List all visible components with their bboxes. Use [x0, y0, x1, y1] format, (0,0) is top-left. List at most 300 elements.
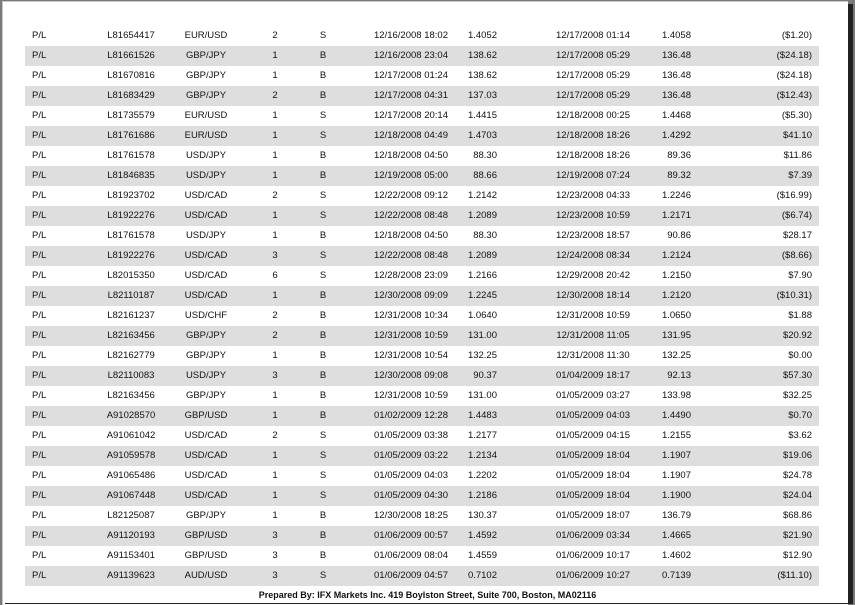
type-cell: P/L: [32, 170, 47, 181]
side-cell: B: [319, 550, 327, 561]
table-row: [25, 166, 819, 186]
open-price-cell: 1.2089: [467, 210, 497, 221]
currency-pair-cell: USD/CAD: [184, 450, 228, 461]
close-time-cell: 01/05/2009 18:04: [556, 450, 630, 461]
profit-loss-cell: $41.10: [782, 130, 812, 141]
open-time-cell: 12/31/2008 10:59: [374, 330, 448, 341]
open-time-cell: 12/31/2008 10:34: [374, 310, 448, 321]
currency-pair-cell: GBP/JPY: [185, 350, 227, 361]
close-price-cell: 1.2246: [661, 190, 691, 201]
ticket-cell: A91067448: [106, 490, 156, 501]
close-price-cell: 132.25: [661, 350, 691, 361]
currency-pair-cell: USD/CAD: [184, 290, 228, 301]
side-cell: B: [319, 90, 327, 101]
open-price-cell: 1.4559: [467, 550, 497, 561]
profit-loss-cell: $7.90: [788, 270, 812, 281]
side-cell: S: [319, 190, 327, 201]
type-cell: P/L: [32, 470, 47, 481]
table-row: [25, 26, 819, 46]
ticket-cell: L81923702: [107, 190, 155, 201]
profit-loss-cell: ($6.74): [781, 210, 812, 221]
ticket-cell: A91120193: [107, 530, 155, 541]
quantity-cell: 3: [272, 370, 278, 381]
open-time-cell: 12/31/2008 10:54: [374, 350, 448, 361]
report-footer: Prepared By: IFX Markets Inc. 419 Boylston Street, Suite 700, Boston, MA02116: [258, 590, 597, 600]
open-time-cell: 01/02/2009 12:28: [374, 410, 448, 421]
table-row: [25, 426, 819, 446]
type-cell: P/L: [32, 330, 47, 341]
quantity-cell: 1: [272, 510, 278, 521]
ticket-cell: A91061042: [106, 430, 156, 441]
open-time-cell: 12/31/2008 10:59: [374, 390, 448, 401]
close-price-cell: 131.95: [661, 330, 691, 341]
open-time-cell: 01/05/2009 04:30: [374, 490, 448, 501]
open-time-cell: 12/19/2008 05:00: [374, 170, 448, 181]
close-time-cell: 01/06/2009 10:17: [556, 550, 630, 561]
side-cell: B: [319, 510, 327, 521]
ticket-cell: L82162779: [107, 350, 155, 361]
currency-pair-cell: USD/CAD: [184, 490, 228, 501]
page-shadow-right: [848, 4, 853, 604]
profit-loss-cell: ($1.20): [781, 30, 812, 41]
currency-pair-cell: GBP/JPY: [185, 390, 227, 401]
profit-loss-cell: $20.92: [782, 330, 812, 341]
open-time-cell: 01/05/2009 03:38: [374, 430, 448, 441]
ticket-cell: L81735579: [107, 110, 155, 121]
open-price-cell: 130.37: [467, 510, 497, 521]
quantity-cell: 3: [272, 250, 278, 261]
close-time-cell: 12/24/2008 08:34: [556, 250, 630, 261]
quantity-cell: 1: [272, 350, 278, 361]
currency-pair-cell: USD/CAD: [184, 270, 228, 281]
type-cell: P/L: [32, 210, 47, 221]
close-time-cell: 12/23/2008 18:57: [556, 230, 630, 241]
table-row: [25, 186, 819, 206]
table-row: [25, 286, 819, 306]
quantity-cell: 1: [272, 410, 278, 421]
quantity-cell: 2: [272, 330, 278, 341]
close-price-cell: 1.1900: [661, 490, 691, 501]
trade-table: [25, 26, 819, 586]
open-time-cell: 12/17/2008 20:14: [374, 110, 448, 121]
quantity-cell: 1: [272, 490, 278, 501]
type-cell: P/L: [32, 230, 47, 241]
ticket-cell: L82110083: [107, 370, 155, 381]
type-cell: P/L: [32, 310, 47, 321]
type-cell: P/L: [32, 30, 47, 41]
quantity-cell: 3: [272, 550, 278, 561]
ticket-cell: A91028570: [106, 410, 156, 421]
table-row: [25, 566, 819, 586]
type-cell: P/L: [32, 290, 47, 301]
close-time-cell: 12/18/2008 18:26: [556, 150, 630, 161]
currency-pair-cell: AUD/USD: [184, 570, 228, 581]
quantity-cell: 2: [272, 190, 278, 201]
ticket-cell: A91059578: [106, 450, 156, 461]
close-price-cell: 1.2124: [661, 250, 691, 261]
close-time-cell: 12/29/2008 20:42: [556, 270, 630, 281]
profit-loss-cell: $1.88: [788, 310, 812, 321]
close-time-cell: 12/19/2008 07:24: [556, 170, 630, 181]
table-row: [25, 226, 819, 246]
open-price-cell: 132.25: [467, 350, 497, 361]
close-time-cell: 01/06/2009 03:34: [556, 530, 630, 541]
table-row: [25, 106, 819, 126]
quantity-cell: 2: [272, 430, 278, 441]
currency-pair-cell: USD/CAD: [184, 430, 228, 441]
side-cell: B: [319, 410, 327, 421]
open-price-cell: 88.30: [473, 150, 497, 161]
type-cell: P/L: [32, 410, 47, 421]
side-cell: B: [319, 50, 327, 61]
table-row: [25, 206, 819, 226]
table-row: [25, 346, 819, 366]
open-price-cell: 131.00: [467, 390, 497, 401]
close-time-cell: 01/05/2009 18:04: [556, 490, 630, 501]
close-price-cell: 1.2171: [661, 210, 691, 221]
quantity-cell: 1: [272, 230, 278, 241]
ticket-cell: L81654417: [107, 30, 155, 41]
close-price-cell: 1.4292: [661, 130, 691, 141]
quantity-cell: 1: [272, 170, 278, 181]
currency-pair-cell: USD/CAD: [184, 250, 228, 261]
table-row: [25, 526, 819, 546]
open-time-cell: 01/05/2009 04:03: [374, 470, 448, 481]
open-price-cell: 88.30: [473, 230, 497, 241]
quantity-cell: 1: [272, 130, 278, 141]
profit-loss-cell: $0.70: [788, 410, 812, 421]
ticket-cell: L81683429: [107, 90, 155, 101]
close-price-cell: 89.36: [667, 150, 691, 161]
quantity-cell: 1: [272, 70, 278, 81]
currency-pair-cell: GBP/USD: [184, 530, 228, 541]
ticket-cell: L82163456: [107, 330, 155, 341]
close-time-cell: 01/05/2009 18:07: [556, 510, 630, 521]
close-time-cell: 12/30/2008 18:14: [556, 290, 630, 301]
table-row: [25, 366, 819, 386]
close-time-cell: 01/05/2009 04:15: [556, 430, 630, 441]
currency-pair-cell: GBP/JPY: [185, 90, 227, 101]
quantity-cell: 1: [272, 390, 278, 401]
open-price-cell: 1.2177: [467, 430, 497, 441]
table-row: [25, 126, 819, 146]
currency-pair-cell: GBP/USD: [184, 550, 228, 561]
ticket-cell: A91153401: [107, 550, 155, 561]
open-time-cell: 01/06/2009 08:04: [374, 550, 448, 561]
close-time-cell: 12/23/2008 10:59: [556, 210, 630, 221]
currency-pair-cell: GBP/USD: [184, 410, 228, 421]
open-price-cell: 1.4052: [467, 30, 497, 41]
profit-loss-cell: ($12.43): [776, 90, 812, 101]
side-cell: B: [319, 150, 327, 161]
profit-loss-cell: ($10.31): [776, 290, 812, 301]
open-price-cell: 1.4703: [467, 130, 497, 141]
close-time-cell: 01/05/2009 18:04: [556, 470, 630, 481]
side-cell: S: [319, 270, 327, 281]
type-cell: P/L: [32, 490, 47, 501]
open-price-cell: 1.2202: [467, 470, 497, 481]
quantity-cell: 1: [272, 290, 278, 301]
quantity-cell: 2: [272, 310, 278, 321]
table-row: [25, 306, 819, 326]
ticket-cell: L81670816: [107, 70, 155, 81]
currency-pair-cell: USD/JPY: [185, 230, 227, 241]
close-time-cell: 12/31/2008 11:05: [556, 330, 630, 341]
currency-pair-cell: GBP/JPY: [185, 510, 227, 521]
ticket-cell: L81761578: [107, 150, 155, 161]
table-row: [25, 266, 819, 286]
close-price-cell: 1.2120: [661, 290, 691, 301]
close-price-cell: 136.79: [661, 510, 691, 521]
close-price-cell: 1.1907: [661, 470, 691, 481]
type-cell: P/L: [32, 250, 47, 261]
profit-loss-cell: $11.86: [783, 150, 812, 161]
side-cell: B: [319, 230, 327, 241]
side-cell: S: [319, 250, 327, 261]
type-cell: P/L: [32, 430, 47, 441]
open-price-cell: 1.4415: [467, 110, 497, 121]
close-price-cell: 1.4058: [661, 30, 691, 41]
open-time-cell: 01/06/2009 04:57: [374, 570, 448, 581]
quantity-cell: 1: [272, 450, 278, 461]
close-time-cell: 01/06/2009 10:27: [556, 570, 630, 581]
close-price-cell: 92.13: [667, 370, 691, 381]
close-price-cell: 136.48: [661, 50, 691, 61]
open-price-cell: 1.0640: [467, 310, 497, 321]
profit-loss-cell: $0.00: [788, 350, 812, 361]
ticket-cell: A91139623: [107, 570, 155, 581]
side-cell: B: [319, 70, 327, 81]
profit-loss-cell: $12.90: [782, 550, 812, 561]
quantity-cell: 2: [272, 30, 278, 41]
currency-pair-cell: USD/JPY: [185, 170, 227, 181]
currency-pair-cell: USD/JPY: [185, 150, 227, 161]
quantity-cell: 3: [272, 570, 278, 581]
table-row: [25, 46, 819, 66]
side-cell: B: [319, 330, 327, 341]
open-time-cell: 12/16/2008 18:02: [374, 30, 448, 41]
close-price-cell: 1.2150: [661, 270, 691, 281]
type-cell: P/L: [32, 550, 47, 561]
profit-loss-cell: $24.04: [782, 490, 812, 501]
close-time-cell: 12/17/2008 05:29: [556, 90, 630, 101]
ticket-cell: L82125087: [107, 510, 155, 521]
side-cell: B: [319, 290, 327, 301]
currency-pair-cell: USD/CAD: [184, 210, 228, 221]
quantity-cell: 3: [272, 530, 278, 541]
open-price-cell: 1.2166: [467, 270, 497, 281]
close-price-cell: 1.4468: [661, 110, 691, 121]
side-cell: S: [319, 490, 327, 501]
currency-pair-cell: GBP/JPY: [185, 70, 227, 81]
ticket-cell: L81761686: [107, 130, 155, 141]
open-price-cell: 1.4483: [467, 410, 497, 421]
type-cell: P/L: [32, 350, 47, 361]
open-price-cell: 137.03: [467, 90, 497, 101]
type-cell: P/L: [32, 450, 47, 461]
table-row: [25, 66, 819, 86]
type-cell: P/L: [32, 510, 47, 521]
close-time-cell: 01/05/2009 03:27: [556, 390, 630, 401]
close-time-cell: 01/05/2009 04:03: [556, 410, 630, 421]
ticket-cell: A91065486: [106, 470, 156, 481]
table-row: [25, 546, 819, 566]
close-price-cell: 0.7139: [661, 570, 691, 581]
open-time-cell: 12/18/2008 04:49: [374, 130, 448, 141]
type-cell: P/L: [32, 110, 47, 121]
currency-pair-cell: EUR/USD: [184, 130, 228, 141]
profit-loss-cell: ($5.30): [781, 110, 812, 121]
open-price-cell: 1.2142: [467, 190, 497, 201]
quantity-cell: 1: [272, 110, 278, 121]
close-time-cell: 12/31/2008 11:30: [556, 350, 630, 361]
side-cell: B: [319, 390, 327, 401]
profit-loss-cell: ($11.10): [777, 570, 812, 581]
profit-loss-cell: ($8.66): [781, 250, 812, 261]
side-cell: S: [319, 210, 327, 221]
side-cell: B: [319, 350, 327, 361]
currency-pair-cell: USD/CAD: [184, 470, 228, 481]
close-time-cell: 12/18/2008 18:26: [556, 130, 630, 141]
close-price-cell: 1.2155: [661, 430, 691, 441]
currency-pair-cell: EUR/USD: [184, 110, 228, 121]
open-price-cell: 1.2134: [467, 450, 497, 461]
open-price-cell: 1.4592: [467, 530, 497, 541]
profit-loss-cell: $19.06: [782, 450, 812, 461]
side-cell: B: [319, 370, 327, 381]
quantity-cell: 6: [272, 270, 278, 281]
currency-pair-cell: USD/CHF: [184, 310, 228, 321]
side-cell: B: [319, 170, 327, 181]
table-row: [25, 446, 819, 466]
table-row: [25, 506, 819, 526]
close-time-cell: 12/23/2008 04:33: [556, 190, 630, 201]
side-cell: B: [319, 530, 327, 541]
open-price-cell: 1.2186: [467, 490, 497, 501]
close-price-cell: 89.32: [667, 170, 691, 181]
ticket-cell: L81846835: [107, 170, 155, 181]
profit-loss-cell: $28.17: [782, 230, 812, 241]
side-cell: S: [319, 110, 327, 121]
ticket-cell: L82161237: [107, 310, 155, 321]
table-row: [25, 246, 819, 266]
open-price-cell: 138.62: [467, 50, 497, 61]
open-price-cell: 1.2089: [467, 250, 497, 261]
profit-loss-cell: $7.39: [788, 170, 812, 181]
ticket-cell: L81661526: [107, 50, 155, 61]
side-cell: S: [319, 130, 327, 141]
currency-pair-cell: GBP/JPY: [185, 330, 227, 341]
type-cell: P/L: [32, 150, 47, 161]
open-time-cell: 01/05/2009 03:22: [374, 450, 448, 461]
open-time-cell: 12/22/2008 08:48: [374, 250, 448, 261]
ticket-cell: L81761578: [107, 230, 155, 241]
open-time-cell: 12/16/2008 23:04: [374, 50, 448, 61]
side-cell: S: [319, 470, 327, 481]
open-time-cell: 01/06/2009 00:57: [374, 530, 448, 541]
ticket-cell: L82015350: [107, 270, 155, 281]
table-row: [25, 486, 819, 506]
type-cell: P/L: [32, 190, 47, 201]
close-price-cell: 136.48: [661, 70, 691, 81]
quantity-cell: 2: [272, 90, 278, 101]
close-time-cell: 12/17/2008 01:14: [556, 30, 630, 41]
type-cell: P/L: [32, 130, 47, 141]
profit-loss-cell: ($16.99): [776, 190, 812, 201]
open-time-cell: 12/18/2008 04:50: [374, 230, 448, 241]
open-time-cell: 12/30/2008 18:25: [374, 510, 448, 521]
close-price-cell: 136.48: [661, 90, 691, 101]
close-price-cell: 1.4665: [661, 530, 691, 541]
ticket-cell: L81922276: [107, 250, 155, 261]
close-price-cell: 1.1907: [661, 450, 691, 461]
quantity-cell: 1: [272, 50, 278, 61]
type-cell: P/L: [32, 90, 47, 101]
ticket-cell: L82110187: [107, 290, 155, 301]
quantity-cell: 1: [272, 210, 278, 221]
open-time-cell: 12/30/2008 09:08: [374, 370, 448, 381]
open-price-cell: 1.2245: [467, 290, 497, 301]
open-price-cell: 88.66: [473, 170, 497, 181]
close-time-cell: 12/17/2008 05:29: [556, 50, 630, 61]
close-price-cell: 1.4602: [661, 550, 691, 561]
type-cell: P/L: [32, 370, 47, 381]
table-row: [25, 86, 819, 106]
quantity-cell: 1: [272, 150, 278, 161]
ticket-cell: L81922276: [107, 210, 155, 221]
open-price-cell: 0.7102: [467, 570, 497, 581]
open-time-cell: 12/17/2008 01:24: [374, 70, 448, 81]
table-row: [25, 466, 819, 486]
type-cell: P/L: [32, 530, 47, 541]
report-page: [2, 1, 848, 605]
type-cell: P/L: [32, 390, 47, 401]
currency-pair-cell: EUR/USD: [184, 30, 228, 41]
side-cell: S: [319, 450, 327, 461]
side-cell: S: [319, 570, 327, 581]
currency-pair-cell: GBP/JPY: [185, 50, 227, 61]
table-row: [25, 326, 819, 346]
close-time-cell: 12/17/2008 05:29: [556, 70, 630, 81]
quantity-cell: 1: [272, 470, 278, 481]
table-row: [25, 386, 819, 406]
ticket-cell: L82163456: [107, 390, 155, 401]
side-cell: S: [319, 30, 327, 41]
type-cell: P/L: [32, 570, 47, 581]
profit-loss-cell: $24.78: [782, 470, 812, 481]
close-price-cell: 1.4490: [661, 410, 691, 421]
profit-loss-cell: $32.25: [782, 390, 812, 401]
profit-loss-cell: $57.30: [782, 370, 812, 381]
type-cell: P/L: [32, 70, 47, 81]
currency-pair-cell: USD/JPY: [185, 370, 227, 381]
close-price-cell: 133.98: [661, 390, 691, 401]
profit-loss-cell: $68.86: [782, 510, 812, 521]
open-price-cell: 90.37: [473, 370, 497, 381]
close-time-cell: 12/18/2008 00:25: [556, 110, 630, 121]
profit-loss-cell: ($24.18): [776, 70, 812, 81]
open-time-cell: 12/18/2008 04:50: [374, 150, 448, 161]
profit-loss-cell: $3.62: [788, 430, 812, 441]
side-cell: S: [319, 430, 327, 441]
currency-pair-cell: USD/CAD: [184, 190, 228, 201]
close-price-cell: 1.0650: [661, 310, 691, 321]
side-cell: B: [319, 310, 327, 321]
open-time-cell: 12/17/2008 04:31: [374, 90, 448, 101]
close-price-cell: 90.86: [667, 230, 691, 241]
open-time-cell: 12/30/2008 09:09: [374, 290, 448, 301]
profit-loss-cell: ($24.18): [776, 50, 812, 61]
